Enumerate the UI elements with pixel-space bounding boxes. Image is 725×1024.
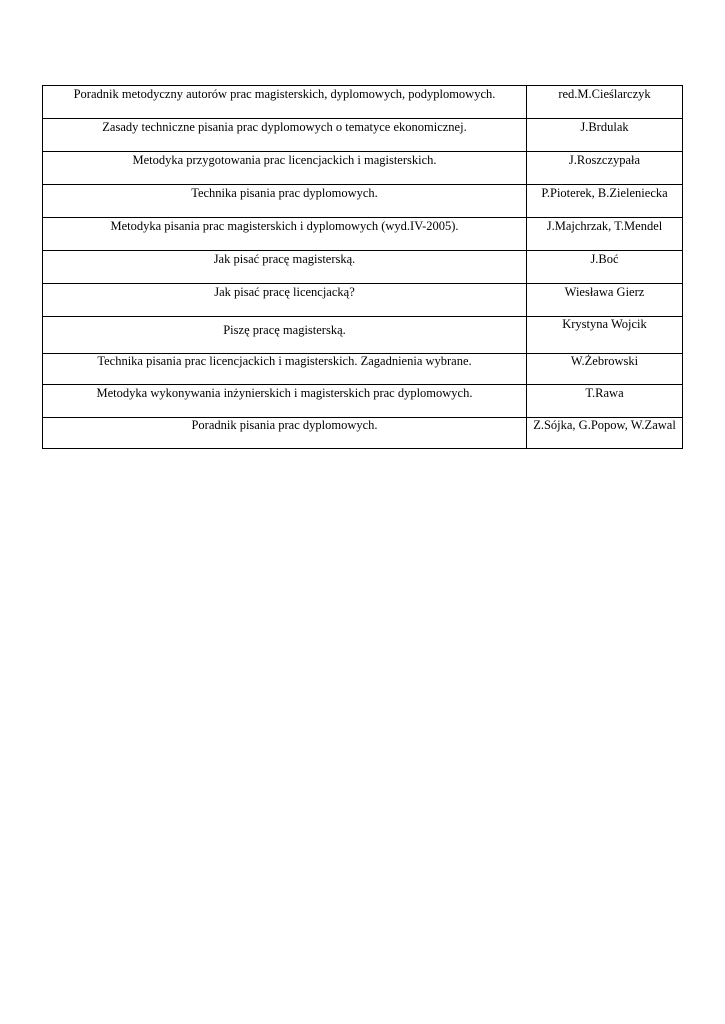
- table-row: [43, 218, 683, 251]
- book-author: J.Majchrzak, T.Mendel: [527, 218, 683, 251]
- table-row: [43, 418, 683, 449]
- book-title: Metodyka pisania prac magisterskich i dyplomowych (wyd.IV-2005).: [43, 218, 527, 251]
- table-row: [43, 284, 683, 317]
- book-author: Wiesława Gierz: [527, 284, 683, 317]
- table-row: [43, 86, 683, 119]
- book-author: J.Roszczypała: [527, 152, 683, 185]
- book-title: Technika pisania prac licencjackich i magisterskich. Zagadnienia wybrane.: [43, 354, 527, 385]
- book-title: Piszę pracę magisterską.: [43, 317, 527, 354]
- book-author: P.Pioterek, B.Zieleniecka: [527, 185, 683, 218]
- book-title: Poradnik pisania prac dyplomowych.: [43, 418, 527, 449]
- book-title: Jak pisać pracę magisterską.: [43, 251, 527, 284]
- book-author: J.Boć: [527, 251, 683, 284]
- table-row: [43, 185, 683, 218]
- book-author: J.Brdulak: [527, 119, 683, 152]
- book-author: Krystyna Wojcik: [527, 317, 683, 354]
- table-row: [43, 354, 683, 385]
- book-title: Jak pisać pracę licencjacką?: [43, 284, 527, 317]
- book-author: T.Rawa: [527, 385, 683, 418]
- book-title: Metodyka przygotowania prac licencjackich i magisterskich.: [43, 152, 527, 185]
- book-title: Metodyka wykonywania inżynierskich i magisterskich prac dyplomowych.: [43, 385, 527, 418]
- book-title: Zasady techniczne pisania prac dyplomowych o tematyce ekonomicznej.: [43, 119, 527, 152]
- table-row: [43, 385, 683, 418]
- table-row: [43, 317, 683, 354]
- table-row: [43, 251, 683, 284]
- book-author: Z.Sójka, G.Popow, W.Zawal: [527, 418, 683, 449]
- book-author: W.Żebrowski: [527, 354, 683, 385]
- book-title: Technika pisania prac dyplomowych.: [43, 185, 527, 218]
- bibliography-table: [42, 85, 683, 449]
- table-row: [43, 152, 683, 185]
- book-author: red.M.Cieślarczyk: [527, 86, 683, 119]
- book-title: Poradnik metodyczny autorów prac magisterskich, dyplomowych, podyplomowych.: [43, 86, 527, 119]
- table-row: [43, 119, 683, 152]
